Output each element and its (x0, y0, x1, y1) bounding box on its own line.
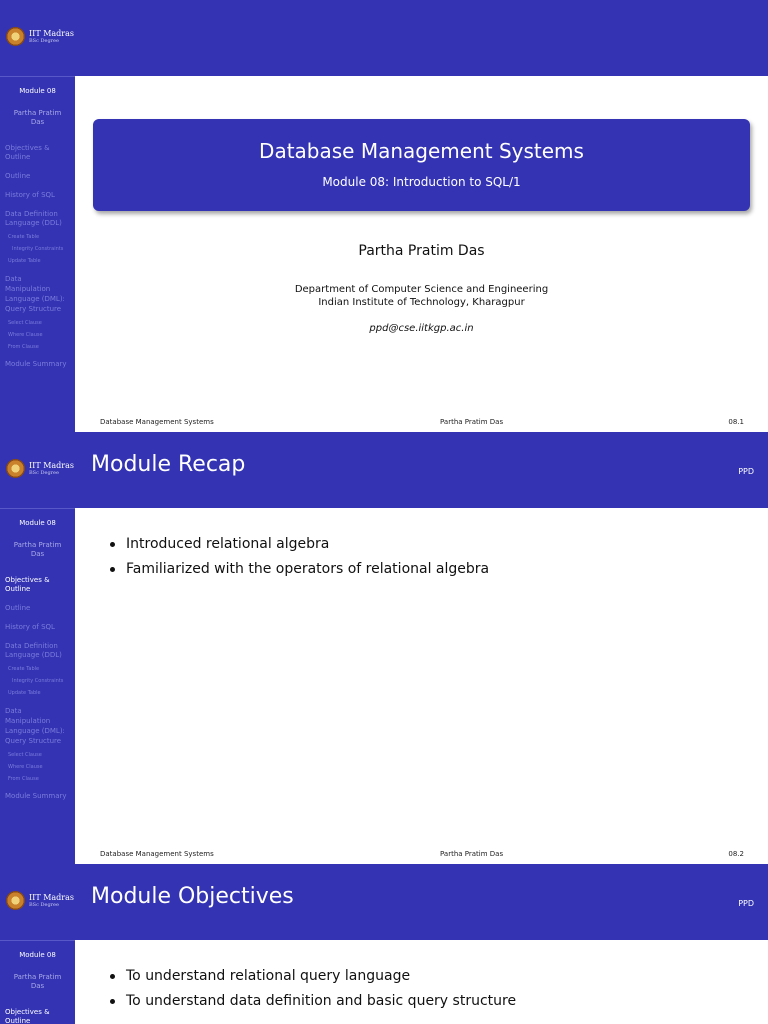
bullet-list (108, 532, 489, 582)
nav-ddl-2[interactable]: Language (DDL) (5, 651, 62, 659)
author-tag: PPD (738, 899, 754, 908)
logo-sub: BSc Degree (29, 470, 59, 476)
footer-author: Partha Pratim Das (440, 850, 504, 858)
nav-dml-1[interactable]: Data (5, 275, 22, 283)
bullet-icon (110, 567, 115, 572)
logo-sub: BSc Degree (29, 902, 59, 908)
nav-update-table[interactable]: Update Table (8, 258, 41, 264)
sidebar (0, 432, 75, 864)
footer-page: 08.2 (728, 850, 744, 858)
nav-objectives-1[interactable]: Objectives & (5, 144, 50, 152)
nav-history[interactable]: History of SQL (5, 623, 55, 631)
nav-objectives-2[interactable]: Outline (5, 585, 31, 593)
bullet-list (108, 964, 516, 1014)
nav-select[interactable]: Select Clause (8, 320, 42, 326)
bullet-icon (110, 999, 115, 1004)
divider (0, 76, 75, 77)
nav-outline[interactable]: Outline (5, 172, 31, 180)
nav-dml-3[interactable]: Language (DML): (5, 295, 65, 303)
footer (75, 418, 768, 430)
nav-summary[interactable]: Module Summary (5, 792, 67, 800)
nav-ddl-1[interactable]: Data Definition (5, 210, 58, 218)
affiliation-line-2: Indian Institute of Technology, Kharagpur (318, 297, 525, 308)
bullet-icon (110, 542, 115, 547)
slide-subtitle: Module 08: Introduction to SQL/1 (322, 175, 521, 189)
nav-objectives-1[interactable]: Objectives & (5, 1008, 50, 1016)
nav-where[interactable]: Where Clause (8, 332, 43, 338)
footer (75, 850, 768, 862)
nav-module[interactable]: Module 08 (19, 519, 56, 527)
nav-outline[interactable]: Outline (5, 604, 31, 612)
sidebar (0, 864, 75, 1024)
nav-where[interactable]: Where Clause (8, 764, 43, 770)
nav-dml-2[interactable]: Manipulation (5, 285, 51, 293)
nav-dml-4[interactable]: Query Structure (5, 305, 62, 313)
author-tag: PPD (738, 467, 754, 476)
author-email[interactable]: ppd@cse.iitkgp.ac.in (369, 323, 474, 334)
logo-name: IIT Madras (29, 893, 74, 902)
affiliation-line-1: Department of Computer Science and Engineering (294, 284, 549, 295)
iitm-emblem-icon (6, 891, 25, 910)
slide-objectives (0, 864, 768, 1024)
slide-recap (0, 432, 768, 864)
divider (0, 508, 75, 509)
sidebar (0, 0, 75, 432)
nav-objectives-2[interactable]: Outline (5, 153, 31, 161)
nav-author-2[interactable]: Das (30, 550, 45, 558)
footer-course: Database Management Systems (100, 418, 214, 426)
bullet-item: Familiarized with the operators of relational algebra (108, 557, 489, 582)
nav-objectives-2[interactable]: Outline (5, 1017, 31, 1024)
nav-author-2[interactable]: Das (30, 982, 45, 990)
nav-author-1[interactable]: Partha Pratim (13, 109, 62, 117)
nav-dml-3[interactable]: Language (DML): (5, 727, 65, 735)
nav-select[interactable]: Select Clause (8, 752, 42, 758)
iitm-emblem-icon (6, 27, 25, 46)
footer-page: 08.1 (728, 418, 744, 426)
nav-summary[interactable]: Module Summary (5, 360, 67, 368)
iitm-emblem-icon (6, 459, 25, 478)
slide-title (0, 0, 768, 432)
footer-course: Database Management Systems (100, 850, 214, 858)
nav-ddl-2[interactable]: Language (DDL) (5, 219, 62, 227)
bullet-item: To understand relational query language (108, 964, 516, 989)
nav-module[interactable]: Module 08 (19, 951, 56, 959)
nav-ddl-1[interactable]: Data Definition (5, 642, 58, 650)
nav-objectives-1[interactable]: Objectives & (5, 576, 50, 584)
top-bar (75, 0, 768, 76)
nav-create-table[interactable]: Create Table (8, 234, 40, 240)
nav-dml-2[interactable]: Manipulation (5, 717, 51, 725)
top-bar (75, 432, 768, 508)
logo-name: IIT Madras (29, 461, 74, 470)
title-block (93, 119, 750, 211)
nav-module[interactable]: Module 08 (19, 87, 56, 95)
bullet-item: Introduced relational algebra (108, 532, 489, 557)
nav-dml-1[interactable]: Data (5, 707, 22, 715)
nav-author-2[interactable]: Das (30, 118, 45, 126)
nav-integrity[interactable]: Integrity Constraints (12, 246, 64, 252)
frame-title: Module Recap (91, 452, 246, 477)
top-bar (75, 864, 768, 940)
nav-update-table[interactable]: Update Table (8, 690, 41, 696)
nav-dml-4[interactable]: Query Structure (5, 737, 62, 745)
frame-title: Module Objectives (91, 884, 294, 909)
nav-author-1[interactable]: Partha Pratim (13, 973, 62, 981)
nav-from[interactable]: From Clause (8, 776, 39, 782)
slide-main-title: Database Management Systems (259, 139, 584, 163)
logo-name: IIT Madras (29, 29, 74, 38)
nav-create-table[interactable]: Create Table (8, 666, 40, 672)
logo (0, 432, 75, 508)
bullet-item: To understand data definition and basic query structure (108, 989, 516, 1014)
logo-sub: BSc Degree (29, 38, 59, 44)
logo (0, 0, 75, 76)
nav-integrity[interactable]: Integrity Constraints (12, 678, 64, 684)
nav-history[interactable]: History of SQL (5, 191, 55, 199)
logo (0, 864, 75, 940)
affiliation (75, 283, 768, 309)
divider (0, 940, 75, 941)
author-name: Partha Pratim Das (358, 243, 485, 259)
nav-author-1[interactable]: Partha Pratim (13, 541, 62, 549)
nav-from[interactable]: From Clause (8, 344, 39, 350)
bullet-icon (110, 974, 115, 979)
footer-author: Partha Pratim Das (440, 418, 504, 426)
